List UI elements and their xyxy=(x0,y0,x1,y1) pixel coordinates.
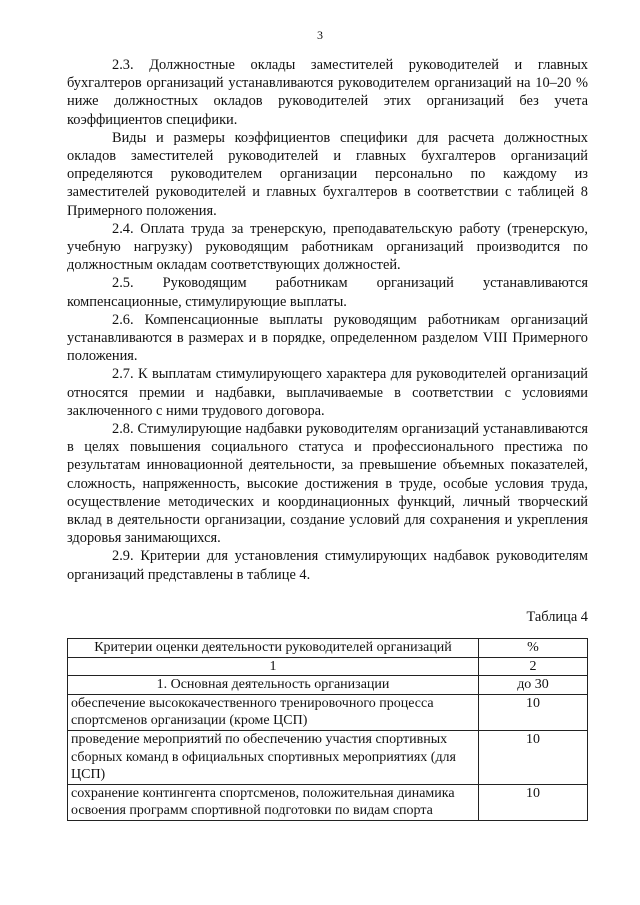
paragraph-2-4: 2.4. Оплата труда за тренерскую, преподавательскую работу (тренерскую, учебную нагрузку) руководящим работникам организаций производится по должностным окладам соответствующих должностей. xyxy=(67,220,588,274)
paragraph-2-3: 2.3. Должностные оклады заместителей руководителей и главных бухгалтеров организаций устанавливаются руководителем организаций на 10–20 % ниже должностных окладов руководителей этих организаций без учета коэффициентов специфики. xyxy=(67,57,588,128)
table-row xyxy=(68,784,588,820)
row-percent: 10 xyxy=(479,731,588,785)
row-criterion: проведение мероприятий по обеспечению участия спортивных сборных команд в официальных спортивных мероприятиях (для ЦСП) xyxy=(68,731,479,785)
paragraph-2-8: 2.8. Стимулирующие надбавки руководителям организаций устанавливаются в целях повышения социального статуса и профессионального престижа по результатам инновационной деятельности, за превышение объемных показателей, сложность, напряженность, высокие достижения в труде, особые условия труда, осуществление методических и координационных функций, личный творческий вклад в деятельности организации, создание условий для сохранения и укрепления здоровья занимающихся. xyxy=(67,421,588,547)
row-percent: 10 xyxy=(479,784,588,820)
paragraph-2-9: 2.9. Критерии для установления стимулирующих надбавок руководителям организаций представлены в таблице 4. xyxy=(67,548,588,583)
table-header-row xyxy=(68,639,588,658)
paragraph-coefficients: Виды и размеры коэффициентов специфики для расчета должностных окладов заместителей руководителей и главных бухгалтеров организаций определяются руководителем организации персонально по каждому из заместителей руководителей и главных бухгалтеров в соответствии с таблицей 8 Примерного положения. xyxy=(67,129,588,219)
row-criterion: сохранение контингента спортсменов, положительная динамика освоения программ спортивной подготовки по видам спорта xyxy=(68,784,479,820)
row-percent: 10 xyxy=(479,694,588,730)
row-criterion: обеспечение высококачественного тренировочного процесса спортсменов организации (кроме ЦСП) xyxy=(68,694,479,730)
paragraph-2-7: 2.7. К выплатам стимулирующего характера для руководителей организаций относятся премии и надбавки, выплачиваемые в соответствии с условиями заключенного с ними трудового договора. xyxy=(67,366,588,419)
criteria-table xyxy=(67,638,588,821)
paragraph-2-6: 2.6. Компенсационные выплаты руководящим работникам организаций устанавливаются в размерах и в порядке, определенном разделом VIII Примерного положения. xyxy=(67,311,588,365)
table-caption: Таблица 4 xyxy=(526,608,588,625)
header-criteria: Критерии оценки деятельности руководителей организаций xyxy=(68,639,479,658)
table-row xyxy=(68,731,588,785)
column-number-1: 1 xyxy=(68,657,479,676)
section-label: 1. Основная деятельность организации xyxy=(68,676,479,695)
table-section-row xyxy=(68,676,588,695)
document-body xyxy=(67,56,588,821)
page-number: 3 xyxy=(317,28,323,42)
table-row xyxy=(68,694,588,730)
paragraph-2-5: 2.5. Руководящим работникам организаций устанавливаются компенсационные, стимулирующие выплаты. xyxy=(67,275,588,310)
column-number-2: 2 xyxy=(479,657,588,676)
header-percent: % xyxy=(479,639,588,658)
section-value: до 30 xyxy=(479,676,588,695)
table-number-row xyxy=(68,657,588,676)
